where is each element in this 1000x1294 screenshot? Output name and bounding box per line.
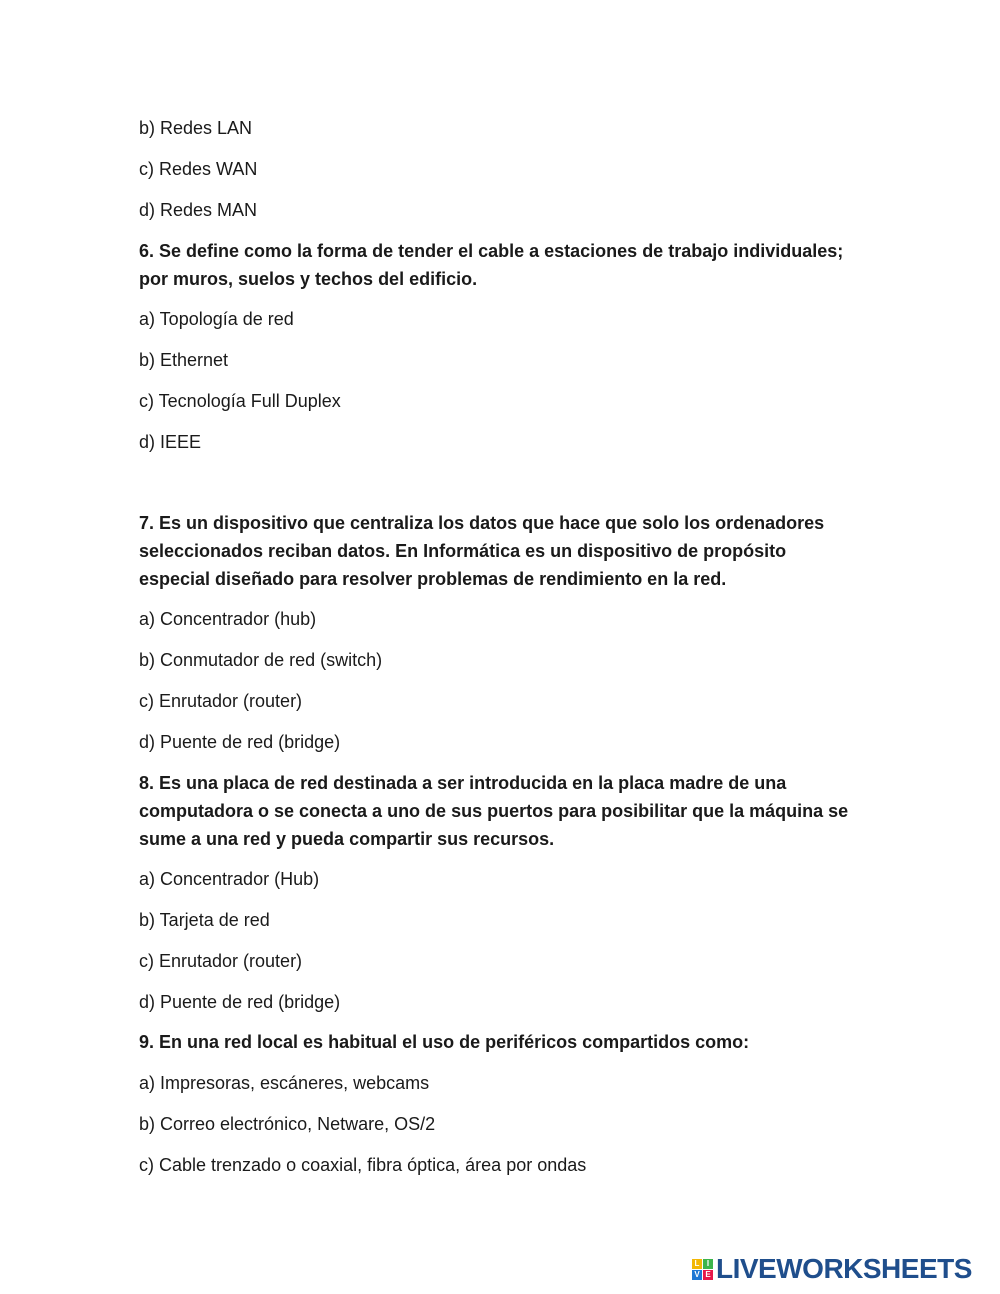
logo-text: LIVEWORKSHEETS bbox=[716, 1253, 972, 1284]
question-9: 9. En una red local es habitual el uso de periféricos compartidos como: bbox=[139, 1032, 750, 1052]
question-8: 8. Es una placa de red destinada a ser introducida en la placa madre de una computadora o se conecta a uno de sus puertos para posibilitar que la máquina se sume a una red y pueda compartir sus recursos. bbox=[139, 773, 849, 849]
option-8b: b) Tarjeta de red bbox=[139, 910, 270, 930]
logo-mark-letter: L bbox=[692, 1259, 702, 1269]
liveworksheets-logo[interactable] bbox=[692, 1254, 972, 1284]
logo-mark-letter: I bbox=[703, 1259, 713, 1269]
option-9a: a) Impresoras, escáneres, webcams bbox=[139, 1073, 430, 1093]
option-5b: b) Redes LAN bbox=[139, 118, 253, 138]
option-8c: c) Enrutador (router) bbox=[139, 951, 303, 971]
option-6b: b) Ethernet bbox=[139, 350, 229, 370]
option-6d: d) IEEE bbox=[139, 432, 202, 452]
option-5d: d) Redes MAN bbox=[139, 200, 258, 220]
option-9c: c) Cable trenzado o coaxial, fibra óptica, área por ondas bbox=[139, 1155, 587, 1175]
option-7a: a) Concentrador (hub) bbox=[139, 609, 317, 629]
option-6c: c) Tecnología Full Duplex bbox=[139, 391, 341, 411]
logo-mark-letter: E bbox=[703, 1270, 713, 1280]
option-7b: b) Conmutador de red (switch) bbox=[139, 650, 383, 670]
option-7c: c) Enrutador (router) bbox=[139, 691, 303, 711]
option-8a: a) Concentrador (Hub) bbox=[139, 869, 320, 889]
option-8d: d) Puente de red (bridge) bbox=[139, 992, 341, 1012]
logo-mark-icon bbox=[692, 1259, 713, 1280]
option-7d: d) Puente de red (bridge) bbox=[139, 732, 341, 752]
option-5c: c) Redes WAN bbox=[139, 159, 258, 179]
option-9b: b) Correo electrónico, Netware, OS/2 bbox=[139, 1114, 436, 1134]
question-7: 7. Es un dispositivo que centraliza los datos que hace que solo los ordenadores seleccionados reciban datos. En Informática es un dispositivo de propósito especial diseñado para resolver problemas de rendimiento en la red. bbox=[139, 513, 825, 589]
question-6: 6. Se define como la forma de tender el cable a estaciones de trabajo individuales; por muros, suelos y techos del edificio. bbox=[139, 241, 844, 289]
option-6a: a) Topología de red bbox=[139, 309, 294, 329]
logo-mark-letter: V bbox=[692, 1270, 702, 1280]
